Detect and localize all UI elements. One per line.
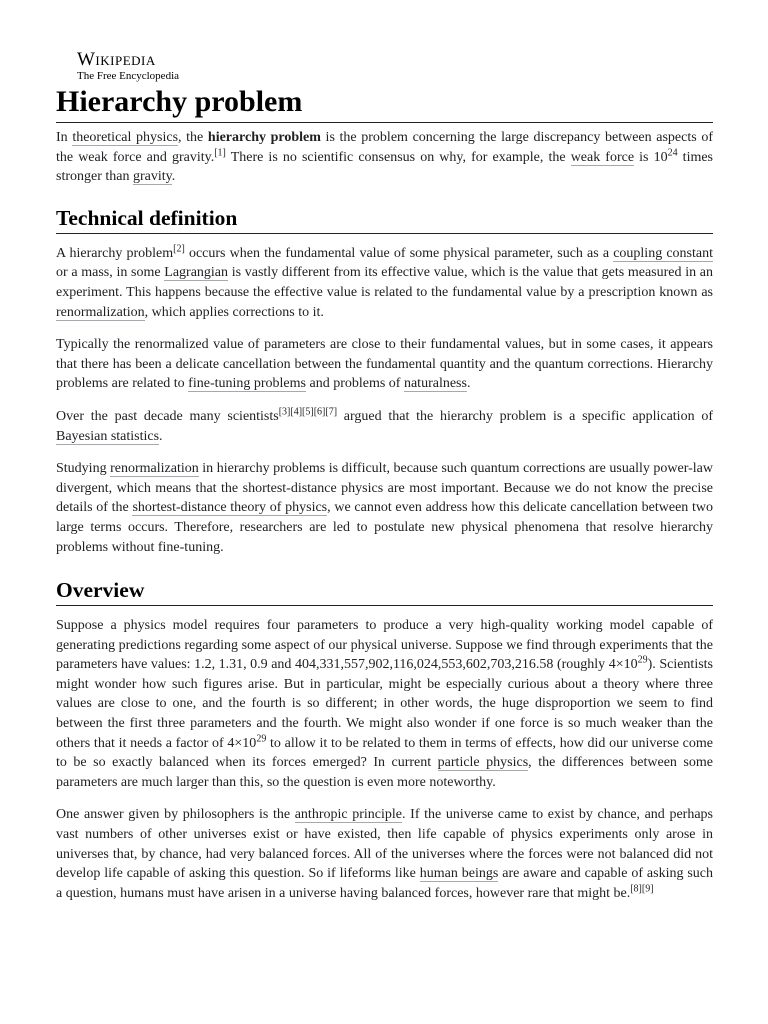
section-heading-technical-definition: Technical definition bbox=[56, 205, 713, 234]
link-renormalization[interactable]: renormalization bbox=[110, 461, 199, 477]
text-run: , we cannot even address how this delicate cancellation between two large terms occurs. Therefore, researchers are led to postulate new physical phenomena that resolve hierarchy problems without fine-tuning. bbox=[56, 500, 714, 555]
link-theoretical-physics[interactable]: theoretical physics bbox=[72, 130, 179, 145]
link-anthropic-principle[interactable]: anthropic principle bbox=[294, 807, 403, 823]
text-run: There is no scientific consensus on why, for example, the bbox=[225, 149, 571, 165]
definition-paragraph-4 bbox=[56, 459, 713, 557]
citation-refs[interactable]: [3][4][5][6][7] bbox=[278, 406, 338, 418]
link-shortest-distance-theory[interactable]: shortest-distance theory of physics bbox=[132, 500, 328, 516]
text-run: are aware and capable of asking such a question, humans must have arisen in a universe having balanced forces, however rare that might be. bbox=[56, 866, 714, 901]
link-weak-force[interactable]: weak force bbox=[570, 149, 635, 165]
text-run: , which applies corrections to it. bbox=[144, 304, 324, 320]
text-run: argued that the hierarchy problem is a specific application of bbox=[337, 408, 713, 424]
bold-term: hierarchy problem bbox=[207, 130, 321, 145]
text-run: . If the universe came to exist by chance, and perhaps vast numbers of other universes exist or have existed, then life capable of physics experiments only arose in universes that, by chance, had very balanced forces. All of the universes where the forces were not balanced did not develop life capable of asking this question. So if lifeforms like bbox=[56, 807, 713, 882]
citation-ref[interactable]: [1] bbox=[214, 146, 226, 158]
exponent: 29 bbox=[637, 654, 648, 666]
text-run: Studying bbox=[56, 461, 111, 477]
text-run: . bbox=[171, 169, 176, 185]
text-run: , the differences between some parameters are much larger than this, so the question is even more noteworthy. bbox=[56, 755, 713, 790]
text-run: , the bbox=[178, 130, 208, 145]
definition-paragraph-3 bbox=[56, 407, 713, 446]
text-run: One answer given by philosophers is the bbox=[56, 807, 295, 823]
logo-tagline: The Free Encyclopedia bbox=[77, 70, 180, 82]
text-run: in hierarchy problems is difficult, because such quantum corrections are usually power-law divergent, which means that the shortest-distance physics are most important. Because we do not know the precise details of the bbox=[56, 461, 713, 516]
text-run: ). Scientists might wonder how such figures arise. But in particular, might be especially curious about a theory where three values are close to one, and the fourth is so different; in other words, the huge disproportion we seem to find between the first three parameters and the fourth. We might also wonder if one force is so much weaker than the others that it needs a factor of 4×10 bbox=[56, 657, 713, 751]
text-run: is vastly different from its effective value, which is the value that gets measured in an experiment. This happens because the effective value is related to the fundamental value by a prescription known as bbox=[56, 265, 713, 300]
link-bayesian-statistics[interactable]: Bayesian statistics bbox=[56, 428, 160, 444]
overview-paragraph-2 bbox=[56, 805, 713, 903]
intro-paragraph bbox=[56, 128, 713, 187]
citation-refs[interactable]: [8][9] bbox=[630, 883, 654, 895]
text-run: Suppose a physics model requires four parameters to produce a very high-quality working model capable of generating predictions regarding some aspect of our physical universe. Suppose we find through experiments that the parameters have values: 1.2, 1.31, 0.9 and 404,331,557,902,116,024,553,602,703,216.58 (roughly 4×10 bbox=[56, 618, 713, 673]
text-run: Over the past decade many scientists bbox=[56, 408, 279, 424]
link-lagrangian[interactable]: Lagrangian bbox=[164, 265, 229, 281]
text-run: In bbox=[56, 130, 73, 145]
logo-wordmark: Wikipedia bbox=[77, 49, 156, 70]
text-run: . bbox=[159, 428, 163, 444]
link-renormalization[interactable]: renormalization bbox=[56, 304, 145, 320]
text-run: is the problem concerning the large discrepancy between aspects of the weak force and gravity. bbox=[56, 130, 713, 165]
text-run: is 10 bbox=[634, 149, 668, 165]
article-body bbox=[56, 128, 713, 916]
superscript bbox=[173, 243, 185, 254]
exponent: 24 bbox=[667, 146, 678, 158]
citation-ref[interactable]: [2] bbox=[173, 243, 185, 255]
link-human-beings[interactable]: human beings bbox=[419, 866, 499, 882]
text-run: or a mass, in some bbox=[56, 265, 165, 281]
text-run: and problems of bbox=[305, 376, 404, 392]
definition-paragraph-1 bbox=[56, 244, 713, 322]
superscript bbox=[214, 147, 226, 158]
link-fine-tuning-problems[interactable]: fine-tuning problems bbox=[188, 376, 306, 392]
link-coupling-constant[interactable]: coupling constant bbox=[613, 245, 713, 261]
link-particle-physics[interactable]: particle physics bbox=[437, 755, 529, 771]
text-run: occurs when the fundamental value of some physical parameter, such as a bbox=[184, 245, 614, 261]
page-title: Hierarchy problem bbox=[56, 84, 713, 123]
text-run: Typically the renormalized value of parameters are close to their fundamental values, but in some cases, it appears that there has been a delicate cancellation between the fundamental quantity and the quantum corrections. Hierarchy problems are related to bbox=[56, 337, 713, 392]
section-heading-overview: Overview bbox=[56, 577, 713, 606]
text-run: to allow it to be related to them in terms of effects, how did our universe come to be so exactly balanced when its forces emerged? In current bbox=[56, 735, 713, 771]
superscript bbox=[630, 883, 653, 894]
text-run: times stronger than bbox=[56, 149, 714, 185]
superscript bbox=[279, 406, 337, 417]
text-run: A hierarchy problem bbox=[56, 245, 174, 261]
link-gravity[interactable]: gravity bbox=[132, 169, 172, 185]
wikipedia-logo[interactable] bbox=[77, 50, 179, 82]
link-naturalness[interactable]: naturalness bbox=[403, 376, 467, 392]
definition-paragraph-2 bbox=[56, 335, 713, 394]
overview-paragraph-1 bbox=[56, 616, 713, 792]
text-run: . bbox=[466, 376, 471, 392]
exponent: 29 bbox=[256, 733, 267, 744]
